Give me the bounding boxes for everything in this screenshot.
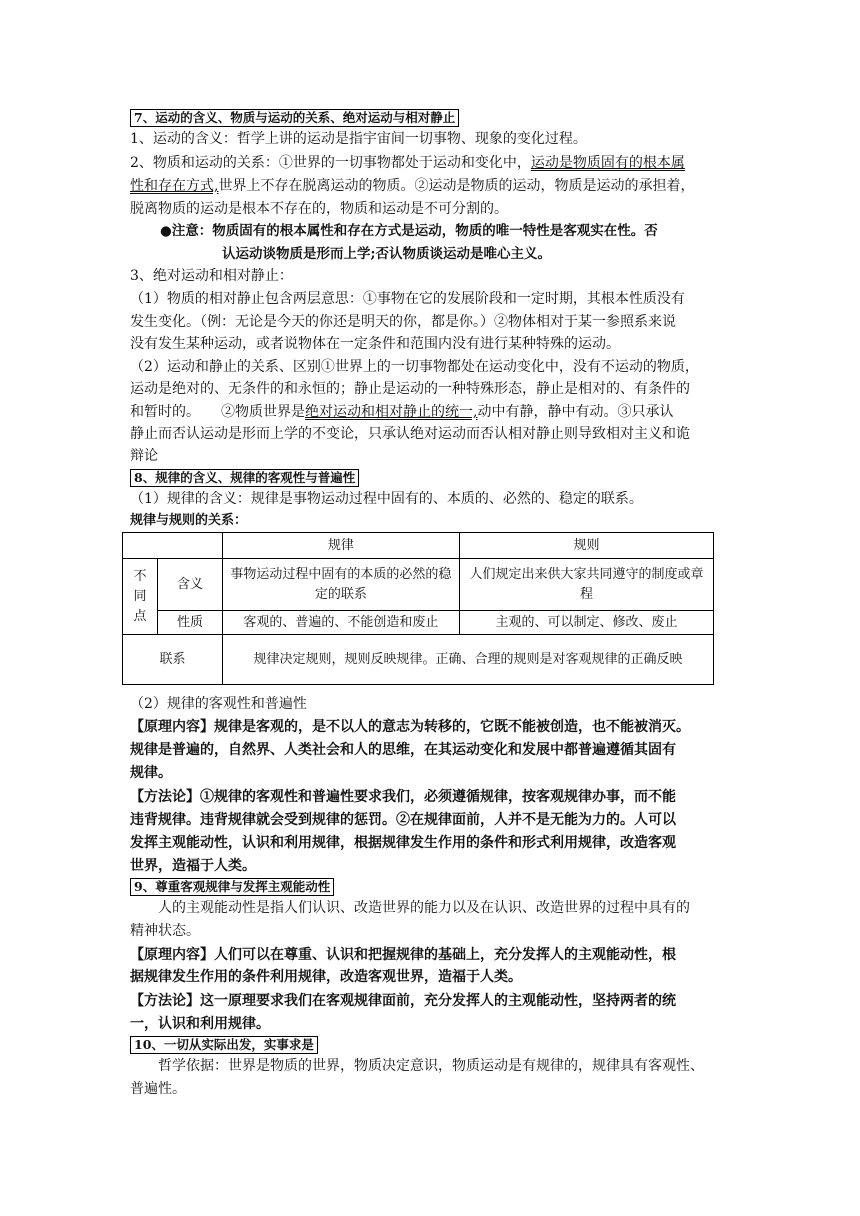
paragraph-line: 1、运动的含义：哲学上讲的运动是指宇宙间一切事物、现象的变化过程。 (130, 131, 587, 147)
section-10-heading: 10、一切从实际出发，实事求是 (130, 1036, 318, 1054)
method-line: 【方法论】①规律的客观性和普遍性要求我们，必须遵循规律，按客观规律办事，而不能 (130, 789, 676, 805)
paragraph-line: 精神状态。 (130, 923, 200, 939)
paragraph-line: （2）规律的客观性和普遍性 (130, 696, 307, 712)
principle-line: 【原理内容】人们可以在尊重、认识和把握规律的基础上，充分发挥人的主观能动性，根 (130, 947, 676, 963)
table-cell: 客观的、普遍的、不能创造和废止 (222, 611, 459, 635)
table-cell: 规律决定规则，规则反映规律。正确、合理的规则是对客观规律的正确反映 (222, 635, 713, 685)
text-span: 2、物质和运动的关系：①世界的一切事物都处于运动和变化中， (130, 155, 531, 171)
paragraph-line: 脱离物质的运动是根本不存在的，物质和运动是不可分割的。 (130, 201, 508, 217)
paragraph-line: 静止而否认运动是形而上学的不变论，只承认绝对运动而否认相对静止则导致相对主义和诡 (130, 426, 690, 442)
table-cell: 人们规定出来供大家共同遵守的制度或章程 (459, 559, 713, 611)
paragraph-line: （1）规律的含义：规律是事物运动过程中固有的、本质的、必然的、稳定的联系。 (130, 491, 643, 507)
underlined-text: 性和存在方式, (130, 178, 219, 194)
method-line: 违背规律。违背规律就会受到规律的惩罚。②在规律面前，人并不是无能为力的。人可以 (130, 812, 676, 828)
paragraph-line: （2）运动和静止的关系、区别①世界上的一切事物都处在运动变化中，没有不运动的物质， (130, 359, 699, 375)
table-header-cell: 规则 (459, 533, 713, 559)
paragraph-line (130, 401, 730, 423)
table-header-cell: 规律 (222, 533, 459, 559)
principle-line: 规律是普遍的，自然界、人类社会和人的思维，在其运动变化和发展中都普遍遵循其固有 (130, 742, 676, 758)
section-7-heading: 7、运动的含义、物质与运动的关系、绝对运动与相对静止 (130, 109, 459, 127)
paragraph-line: （1）物质的相对静止包含两层意思：①事物在它的发展阶段和一定时期，其根本性质没有 (130, 291, 685, 307)
method-line: 【方法论】这一原理要求我们在客观规律面前，充分发挥人的主观能动性，坚持两者的统 (130, 993, 676, 1009)
table-corner-cell (123, 533, 223, 559)
paragraph-line: 哲学依据：世界是物质的世界，物质决定意识，物质运动是有规律的，规律具有客观性、 (130, 1058, 704, 1074)
paragraph-line: 3、绝对运动和相对静止： (130, 268, 293, 284)
underlined-text: 运动是物质固有的根本属 (530, 155, 685, 171)
table-cell: 主观的、可以制定、修改、废止 (459, 611, 713, 635)
paragraph-line: 人的主观能动性是指人们认识、改造世界的能力以及在认识、改造世界的过程中具有的 (130, 900, 690, 916)
paragraph-line: 辩论 (130, 448, 158, 464)
principle-line: 规律。 (130, 765, 172, 781)
method-line: 发挥主观能动性，认识和利用规律，根据规律发生作用的条件和形式利用规律，改造客观 (130, 835, 676, 851)
section-8-heading: 8、规律的含义、规律的客观性与普遍性 (130, 469, 359, 487)
text-span: 世界上不存在脱离运动的物质。②运动是物质的运动，物质是运动的承担着， (218, 178, 695, 194)
table-title: 规律与规则的关系： (130, 513, 248, 528)
paragraph-line: 没有发生某种运动，或者说物体在一定条件和范围内没有进行某种特殊的运动。 (130, 336, 620, 352)
paragraph-line: 普遍性。 (130, 1081, 186, 1097)
paragraph-line: 发生变化。（例：无论是今天的你还是明天的你，都是你。）②物体相对于某一参照系来说 (130, 314, 676, 330)
text-span: 动中有静，静中有动。③只承认 (477, 404, 674, 420)
note-line: ●注意：物质固有的根本属性和存在方式是运动，物质的唯一特性是客观实在性。否 (160, 223, 658, 239)
table-row-label: 联系 (123, 635, 223, 685)
paragraph-line: 运动是绝对的、无条件的和永恒的；静止是运动的一种特殊形态，静止是相对的、有条件的 (130, 381, 690, 397)
table-cell: 事物运动过程中固有的本质的必然的稳定的联系 (222, 559, 459, 611)
paragraph-line (130, 152, 730, 174)
paragraph-line (130, 175, 730, 197)
underlined-text: 绝对运动和相对静止的统一, (305, 404, 478, 420)
law-rule-table (122, 532, 714, 685)
note-line: 认运动谈物质是形而上学;否认物质谈运动是唯心主义。 (222, 246, 551, 262)
principle-line: 据规律发生作用的条件利用规律，改造客观世界，造福于人类。 (130, 969, 522, 985)
table-row-label: 含义 (158, 559, 223, 611)
principle-line: 【原理内容】规律是客观的，是不以人的意志为转移的，它既不能被创造，也不能被消灭。 (130, 719, 690, 735)
section-9-heading: 9、尊重客观规律与发挥主观能动性 (130, 878, 334, 896)
method-line: 一，认识和利用规律。 (130, 1016, 270, 1032)
method-line: 世界，造福于人类。 (130, 858, 256, 874)
table-row-label: 性质 (158, 611, 223, 635)
table-row-label: 不同点 (123, 559, 158, 635)
text-span: 和暂时的。 ②物质世界是 (130, 404, 305, 420)
